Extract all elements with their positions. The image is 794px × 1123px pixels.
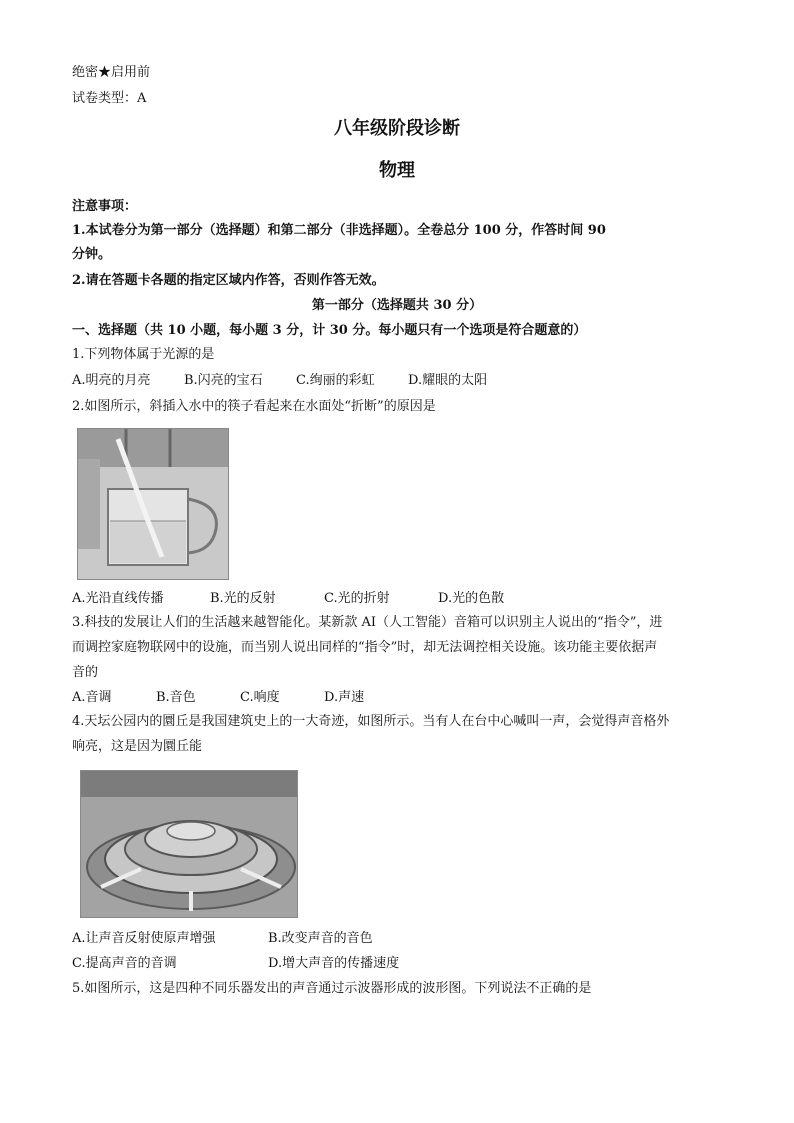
question-3-stem-line-2: 而调控家庭物联网中的设施，而当别人说出同样的“指令”时，却无法调控相关设施。该功能主要依据声 (72, 640, 658, 655)
paper-type: 试卷类型：A (72, 91, 147, 106)
q1-option-b: B.闪亮的宝石 (184, 373, 263, 388)
chopsticks-in-water-photo (77, 428, 229, 580)
q3-option-b: B.音色 (156, 690, 196, 705)
q1-option-d: D.耀眼的太阳 (408, 373, 488, 388)
circular-mound-altar-photo (80, 770, 298, 918)
question-2-options (72, 590, 504, 608)
q2-option-d: D.光的色散 (438, 591, 505, 606)
exam-title: 八年级阶段诊断 (334, 118, 460, 139)
q2-option-b: B.光的反射 (210, 591, 276, 606)
q1-option-a: A.明亮的月亮 (72, 373, 151, 388)
q4-option-d: D.增大声音的传播速度 (268, 956, 400, 971)
section-1-heading: 一、选择题（共 10 小题，每小题 3 分，计 30 分。每小题只有一个选项是符合题意的） (72, 323, 587, 338)
question-1-stem: 1.下列物体属于光源的是 (72, 347, 215, 362)
q4-option-c: C.提高声音的音调 (72, 956, 177, 971)
question-3-options (72, 689, 364, 707)
q4-option-a: A.让声音反射使原声增强 (72, 931, 216, 946)
question-4-stem-line-1: 4.天坛公园内的圜丘是我国建筑史上的一大奇迹，如图所示。当有人在台中心喊叫一声，会觉得声音格外 (72, 714, 670, 729)
question-1-options (72, 372, 487, 390)
notes-heading: 注意事项： (72, 199, 138, 214)
q3-option-d: D.声速 (324, 690, 365, 705)
question-3-stem-line-1: 3.科技的发展让人们的生活越来越智能化。某新款 AI（人工智能）音箱可以识别主人说出的“指令”，进 (72, 615, 663, 630)
question-2-stem: 2.如图所示，斜插入水中的筷子看起来在水面处“折断”的原因是 (72, 399, 436, 414)
question-3-stem-line-3: 音的 (72, 665, 99, 680)
question-4-options-row-2 (72, 955, 399, 973)
note-1-line-2: 分钟。 (72, 247, 112, 262)
q3-option-a: A.音调 (72, 690, 112, 705)
q2-option-c: C.光的折射 (324, 591, 390, 606)
q4-option-b: B.改变声音的音色 (268, 931, 373, 946)
q1-option-c: C.绚丽的彩虹 (296, 373, 375, 388)
q3-option-c: C.响度 (240, 690, 280, 705)
subject-title: 物理 (379, 160, 415, 181)
note-2: 2.请在答题卡各题的指定区域内作答，否则作答无效。 (72, 273, 385, 288)
secret-label: 绝密★启用前 (72, 65, 151, 80)
q2-option-a: A.光沿直线传播 (72, 591, 164, 606)
question-5-stem: 5.如图所示，这是四种不同乐器发出的声音通过示波器形成的波形图。下列说法不正确的是 (72, 981, 592, 996)
question-4-stem-line-2: 响亮，这是因为圜丘能 (72, 739, 203, 754)
question-4-options-row-1 (72, 930, 373, 948)
note-1-line-1: 1.本试卷分为第一部分（选择题）和第二部分（非选择题）。全卷总分 100 分，作答时间 90 (72, 223, 606, 238)
part-1-heading: 第一部分（选择题共 30 分） (311, 298, 483, 313)
